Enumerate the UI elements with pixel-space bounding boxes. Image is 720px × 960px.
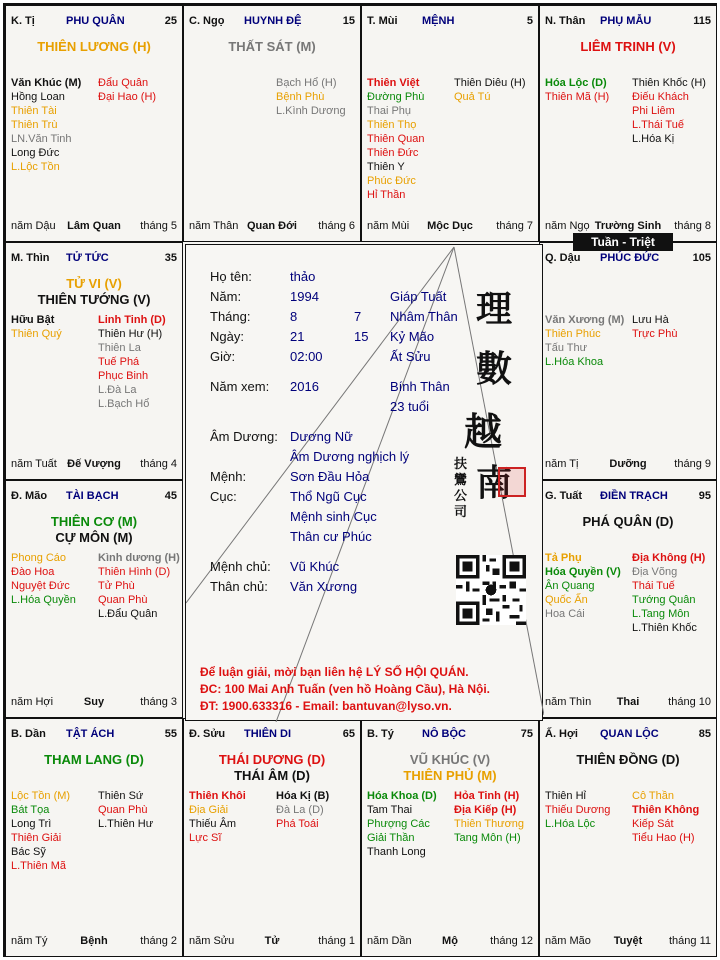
minor-star: Đại Hao (H) [98,91,157,103]
minor-star: Tướng Quân [632,594,696,606]
minor-star: Thiếu Âm [189,818,237,830]
minor-stars-left [545,789,610,831]
minor-star: Địa Không (H) [632,552,706,564]
minor-stars-left [545,551,621,621]
minor-star: Phục Binh [98,370,149,382]
yin-yang-note: Âm Dương nghịch lý [290,449,410,464]
palace-header [11,15,177,29]
minor-star: Thiên Thọ [367,119,417,131]
palace-phase: Lâm Quan [67,220,121,232]
main-star: PHÁ QUÂN (D) [582,514,674,529]
view-year-canchi: Bính Thân [390,379,450,394]
minor-star: Ân Quang [545,580,595,592]
palace-dan [5,718,183,957]
minor-stars-left [11,313,62,341]
palace-than [539,5,717,242]
palace-canchi: Q. Dậu [545,252,581,264]
palace-phase: Đế Vượng [67,458,121,470]
palace-dau [539,242,717,480]
palace-name: TÀI BẠCH [66,490,119,502]
minor-star: L.Lộc Tồn [11,161,60,173]
minor-star: Thiên Quan [367,133,425,145]
main-star: TỬ VI (V) [66,276,122,291]
tuan-triet-badge: Tuần - Triệt [573,233,673,251]
minor-star: Long Trì [11,818,52,830]
minor-star: L.Hóa Kị [632,133,675,145]
minor-star: Thiên Việt [367,77,420,89]
minor-star: Thiên La [98,342,141,354]
minor-star: Thái Tuế [632,580,675,592]
month-lunar: 7 [354,309,362,324]
palace-suu [183,718,361,957]
palace-year: năm Dần [367,935,412,947]
minor-star: Văn Xương (M) [545,314,625,326]
day-solar: 21 [290,329,305,344]
minor-star: Lưu Hà [632,314,669,326]
yin-yang-label: Âm Dương: [210,429,278,444]
palace-header [11,490,177,504]
minor-star: L.Đẩu Quân [98,608,158,620]
minor-star: Hồng Loan [11,91,65,103]
view-year-value: 2016 [290,379,319,394]
palace-phase: Mộc Dục [427,220,473,232]
palace-age: 15 [342,15,355,27]
palace-footer [11,220,177,233]
palace-month: tháng 7 [496,220,533,232]
destiny-label: Mệnh: [210,469,247,484]
main-star: THÁI DƯƠNG (D) [218,752,326,767]
main-star: THAM LANG (D) [44,752,144,767]
palace-name: PHU QUÂN [66,15,125,27]
palace-hoi [539,718,717,957]
palace-name: QUAN LỘC [600,728,659,740]
palace-phase: Bệnh [80,935,108,947]
palace-year: năm Ngọ [545,220,590,232]
palace-year: năm Tị [545,458,579,470]
palace-age: 35 [164,252,177,264]
seal-stamp [498,467,526,497]
minor-star: Đào Hoa [11,566,55,578]
palace-year: năm Tuất [11,458,57,470]
minor-star: L.Hóa Quyền [11,594,76,606]
minor-star: Đà La (D) [276,804,324,816]
minor-star: Tam Thai [367,804,413,816]
element-note: Mệnh sinh Cục [290,509,377,524]
minor-star: Thiên Khôi [189,790,246,802]
palace-month: tháng 1 [318,935,355,947]
minor-star: L.Đà La [98,384,137,396]
palace-footer [545,458,711,471]
palace-canchi: T. Mùi [367,15,398,27]
minor-star: Thiếu Dương [545,804,611,816]
palace-month: tháng 2 [140,935,177,947]
palace-month: tháng 8 [674,220,711,232]
palace-header [11,728,177,742]
seal-char-2: 鸞 [454,473,468,488]
palace-mui [361,5,539,242]
body-lord-label: Thân chủ: [210,579,268,594]
minor-star: Nguyệt Đức [11,580,70,592]
minor-star: Phượng Các [367,818,430,830]
minor-star: Kiếp Sát [632,818,674,830]
minor-star: Bệnh Phù [276,91,325,103]
palace-age: 55 [164,728,177,740]
month-label: Tháng: [210,309,251,324]
minor-star: Hỏa Tinh (H) [454,790,520,802]
minor-stars-right [454,76,526,104]
minor-star: Địa Võng [632,566,678,578]
minor-star: Hỉ Thần [367,189,406,201]
minor-stars-left [367,789,437,859]
year-label: Năm: [210,289,242,304]
minor-star: Thiên Diêu (H) [454,77,526,89]
day-lunar: 15 [354,329,369,344]
minor-star: Thiên Hỉ [545,790,586,802]
minor-star: Thiên Thương [454,818,525,830]
minor-stars-left [367,76,424,202]
year-canchi: Giáp Tuất [390,289,447,304]
palace-footer [189,935,355,948]
palace-month: tháng 3 [140,696,177,708]
palace-footer [189,220,355,233]
day-label: Ngày: [210,329,244,344]
minor-star: Hóa Kị (B) [276,790,330,802]
minor-star: Thiên Đức [367,147,419,159]
palace-phase: Tuyệt [613,935,643,947]
minor-star: Lực Sĩ [189,832,222,844]
name-value: thảo [290,269,316,284]
minor-star: Thiên Tài [11,105,57,117]
minor-star: Trực Phù [632,328,678,340]
minor-star: Thiên Hình (D) [98,566,171,578]
palace-year: năm Mão [545,935,591,947]
palace-month: tháng 12 [490,935,533,947]
minor-stars-left [11,789,70,873]
palace-header [545,252,711,266]
minor-star: Hữu Bật [11,314,55,326]
minor-star: Thiên Quý [11,328,62,340]
contact-phone-email: ĐT: 1900.633316 - Email: bantuvan@lyso.vn. [200,699,452,713]
palace-footer [545,220,711,233]
minor-star: Đường Phù [367,91,425,103]
seal-char-1: 扶 [454,457,468,472]
minor-star: Hoa Cái [545,608,585,620]
palace-footer [11,696,177,709]
month-canchi: Nhâm Thân [390,309,458,324]
palace-footer [367,935,533,948]
minor-stars-right [454,789,524,845]
palace-canchi: C. Ngọ [189,15,225,27]
palace-phase: Tử [264,935,280,947]
palace-canchi: Ấ. Hợi [545,728,578,740]
contact-address: ĐC: 100 Mai Anh Tuấn (ven hồ Hoàng Cầu), Hà Nội. [200,682,491,696]
minor-star: L.Bạch Hổ [98,398,150,410]
minor-star: Quốc Ấn [545,594,588,606]
palace-canchi: G. Tuất [545,490,583,502]
palace-name: HUYNH ĐỆ [244,15,302,27]
minor-star: Thai Phụ [367,105,412,117]
minor-star: Địa Kiếp (H) [454,804,517,816]
palace-canchi: B. Tý [367,728,394,740]
minor-star: Thiên Mã (H) [545,91,610,103]
minor-star: Phá Toái [276,818,319,830]
minor-star: Bát Tọa [11,804,50,816]
palace-footer [545,696,711,709]
palace-phase: Dưỡng [609,458,647,470]
minor-star: Thiên Trù [11,119,58,131]
calligraphy-char-4: 南 [476,462,513,504]
minor-star: L.Thiên Hư [98,818,154,830]
minor-star: Bác Sỹ [11,846,46,858]
palace-ti [5,5,183,242]
palace-month: tháng 11 [668,935,711,947]
main-star: THIÊN CƠ (M) [50,514,138,529]
minor-star: Linh Tinh (D) [98,314,166,326]
age-value: 23 tuổi [390,399,430,414]
destiny-value: Sơn Đầu Hỏa [290,469,370,484]
minor-star: Tiểu Hao (H) [632,832,695,844]
minor-stars-right [98,313,166,411]
minor-stars-right [98,76,156,104]
palace-header [367,15,533,29]
palace-name: TẬT ÁCH [66,728,115,740]
destiny-lord-value: Vũ Khúc [290,559,340,574]
palace-header [11,252,177,266]
hour-label: Giờ: [210,349,236,364]
palace-phase: Trường Sinh [594,220,662,232]
palace-name: PHÚC ĐỨC [600,252,660,264]
hour-canchi: Ất Sửu [390,349,431,364]
element-label: Cục: [210,489,237,504]
palace-age: 5 [526,15,533,27]
palace-canchi: K. Tị [11,15,35,27]
minor-star: Thiên Sứ [98,790,144,802]
minor-star: Phúc Đức [367,175,416,187]
minor-star: Quan Phù [98,804,148,816]
minor-star: Tử Phù [98,580,135,592]
palace-header [545,728,711,742]
minor-stars-right [632,789,699,845]
palace-name: MỆNH [422,15,455,27]
palace-canchi: N. Thân [545,15,586,27]
minor-star: Đẩu Quân [98,77,149,89]
palace-year: năm Thìn [545,696,592,708]
palace-age: 45 [164,490,177,502]
minor-star: L.Thiên Mã [11,860,67,872]
palace-month: tháng 9 [674,458,711,470]
minor-star: Thiên Không [632,804,700,816]
minor-star: Kình dương (H) [98,552,180,564]
palace-phase: Mộ [442,935,458,947]
palace-canchi: Đ. Mão [11,490,48,502]
main-star: THIÊN ĐỒNG (D) [576,752,680,767]
palace-header [189,15,355,29]
contact-line-1: Để luận giải, mời bạn liên hệ LÝ SỐ HỘI QUÁN. [200,665,469,679]
minor-star: Hóa Khoa (D) [367,790,437,802]
palace-header [367,728,533,742]
palace-name: TỬ TỨC [66,252,109,264]
palace-month: tháng 6 [318,220,355,232]
name-label: Họ tên: [210,269,252,284]
palace-mao [5,480,183,718]
palace-header [545,490,711,504]
minor-stars-left [11,551,76,607]
minor-star: LN.Văn Tinh [11,133,72,145]
palace-age: 65 [342,728,355,740]
minor-star: Thiên Hư (H) [98,328,163,340]
minor-star: L.Hóa Khoa [545,356,604,368]
minor-star: Cô Thần [632,790,674,802]
main-star: THIÊN TƯỚNG (V) [37,292,151,307]
calligraphy-char-3: 越 [464,409,503,454]
minor-star: Thiên Y [367,161,405,173]
minor-star: Văn Khúc (M) [11,77,82,89]
palace-year: năm Sửu [189,935,235,947]
palace-canchi: M. Thìn [11,252,50,264]
calligraphy-char-1: 理 [476,288,513,330]
minor-star: Địa Giải [189,804,229,816]
minor-star: Tuế Phá [98,356,140,368]
palace-ngo [183,5,361,242]
minor-star: Hóa Lộc (D) [545,77,607,89]
palace-footer [367,220,533,233]
palace-footer [11,935,177,948]
minor-stars-left [545,76,609,104]
minor-star: Thiên Phúc [545,328,601,340]
minor-stars-right [276,789,329,831]
main-star: THIÊN PHỦ (M) [403,768,497,783]
palace-thin [5,242,183,480]
main-star: CỰ MÔN (M) [55,530,133,545]
palace-footer [11,458,177,471]
minor-stars-right [98,551,180,621]
minor-stars-left [11,76,81,174]
minor-star: Thanh Long [367,846,426,858]
palace-phase: Suy [83,696,105,708]
palace-name: THIÊN DI [244,728,292,740]
seal-char-3: 公 [454,489,468,504]
minor-stars-right [632,313,677,341]
yin-yang-value: Dương Nữ [290,429,353,444]
palace-ty [361,718,539,957]
main-star: THÁI ÂM (D) [234,768,310,783]
palace-year: năm Hợi [11,696,54,708]
destiny-lord-label: Mệnh chủ: [210,559,271,574]
main-star: LIÊM TRINH (V) [580,39,676,54]
palace-year: năm Tý [11,935,48,947]
palace-year: năm Mùi [367,220,410,232]
calligraphy-char-2: 數 [476,348,513,390]
main-star: THẤT SÁT (M) [228,39,316,54]
palace-header [545,15,711,29]
palace-month: tháng 5 [140,220,177,232]
minor-star: Bạch Hổ (H) [276,77,337,89]
seal-char-4: 司 [454,505,468,520]
main-star: THIÊN LƯƠNG (H) [37,39,151,54]
body-palace-note: Thân cư Phúc [290,529,372,544]
hour-value: 02:00 [290,349,323,364]
year-value: 1994 [290,289,319,304]
minor-star: L.Kình Dương [276,105,346,117]
minor-star: Hóa Quyền (V) [545,566,621,578]
palace-canchi: Đ. Sửu [189,728,226,740]
palace-age: 115 [693,15,711,27]
minor-stars-left [545,313,624,369]
minor-star: Điếu Khách [632,91,689,103]
palace-year: năm Dậu [11,220,56,232]
palace-age: 75 [520,728,533,740]
minor-star: L.Thiên Khốc [632,622,697,634]
palace-age: 105 [692,252,711,264]
palace-age: 25 [164,15,177,27]
palace-phase: Quan Đới [247,220,297,232]
palace-name: ĐIỀN TRẠCH [600,490,668,502]
element-value: Thổ Ngũ Cục [290,489,367,504]
minor-stars-right [276,76,346,118]
palace-header [189,728,355,742]
minor-star: L.Hóa Lộc [545,818,596,830]
palace-month: tháng 10 [668,696,711,708]
horoscope-chart [3,3,717,957]
palace-age: 85 [698,728,711,740]
minor-star: Tấu Thư [545,342,588,354]
palace-tuat [539,480,717,718]
main-star: VŨ KHÚC (V) [409,752,491,767]
month-solar: 8 [290,309,298,324]
minor-star: Tang Môn (H) [454,832,521,844]
minor-star: L.Tang Môn [632,608,690,620]
body-lord-value: Văn Xương [290,579,358,594]
palace-month: tháng 4 [140,458,177,470]
palace-footer [545,935,711,948]
minor-star: L.Thái Tuế [632,119,684,131]
minor-stars-left [189,789,246,845]
minor-star: Tả Phụ [545,552,582,564]
minor-stars-right [98,789,153,831]
minor-star: Phi Liêm [632,105,675,117]
minor-star: Thiên Giải [11,832,62,844]
palace-canchi: B. Dần [11,728,46,740]
minor-star: Giải Thần [367,832,415,844]
minor-star: Lộc Tồn (M) [11,790,71,802]
minor-stars-right [632,551,705,635]
minor-star: Long Đức [11,147,60,159]
view-year-label: Năm xem: [210,379,270,394]
palace-year: năm Thân [189,220,239,232]
palace-name: NÔ BỘC [422,728,466,740]
palace-name: PHỤ MẪU [600,15,652,27]
minor-star: Quan Phù [98,594,148,606]
minor-star: Phong Cáo [11,552,67,564]
center-info-panel [185,244,543,721]
day-canchi: Kỷ Mão [390,329,435,344]
minor-stars-right [632,76,706,146]
palace-age: 95 [698,490,711,502]
qr-code[interactable] [456,555,526,625]
minor-star: Quả Tú [454,91,491,103]
palace-phase: Thai [616,696,640,708]
minor-star: Thiên Khốc (H) [632,77,706,89]
